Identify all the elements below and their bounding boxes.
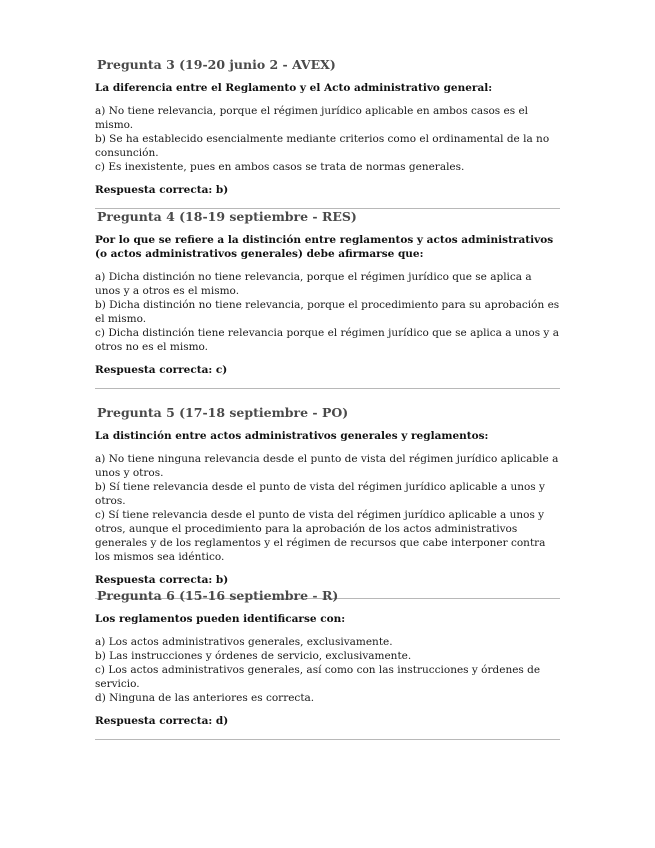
section-divider [95,739,560,740]
question-options [95,635,560,705]
option-c: c) Dicha distinción tiene relevancia porque el régimen jurídico que se aplica a unos y a otros no es el mismo. [95,327,559,353]
question-title: Pregunta 5 (17-18 septiembre - PO) [97,405,349,420]
question-block-3 [95,57,560,209]
option-d: d) Ninguna de las anteriores es correcta. [95,692,315,704]
question-options [95,270,560,354]
question-block-4 [95,209,560,389]
question-block-6 [95,588,560,740]
option-b: b) Sí tiene relevancia desde el punto de vista del régimen jurídico aplicable a unos y otros. [95,481,545,507]
option-c: c) Los actos administrativos generales, así como con las instrucciones y órdenes de servicio. [95,664,541,690]
question-options [95,452,560,564]
correct-answer: Respuesta correcta: c) [95,364,228,376]
option-a: a) No tiene relevancia, porque el régimen jurídico aplicable en ambos casos es el mismo. [95,105,529,131]
option-c: c) Sí tiene relevancia desde el punto de vista del régimen jurídico aplicable a unos y otros, aunque el procedimiento para la aprobación de los actos administrativos generales y de los reglamentos y el régimen de recursos que cabe interponer contra los mismos sea idéntico. [95,509,546,563]
option-b: b) Se ha establecido esencialmente mediante criterios como el ordinamental de la no consunción. [95,133,550,159]
question-statement: Por lo que se refiere a la distinción entre reglamentos y actos administrativos (o actos administrativos generales) debe afirmarse que: [95,234,554,260]
correct-answer: Respuesta correcta: b) [95,184,229,196]
question-title: Pregunta 4 (18-19 septiembre - RES) [97,209,357,224]
section-divider [95,388,560,389]
correct-answer: Respuesta correcta: b) [95,574,229,586]
option-a: a) No tiene ninguna relevancia desde el punto de vista del régimen jurídico aplicable a unos y otros. [95,453,559,479]
question-title: Pregunta 6 (15-16 septiembre - R) [97,588,339,603]
option-a: a) Dicha distinción no tiene relevancia, porque el régimen jurídico que se aplica a unos y a otros es el mismo. [95,271,532,297]
question-options [95,104,560,174]
correct-answer: Respuesta correcta: d) [95,715,229,727]
question-block-5 [95,405,560,599]
option-a: a) Los actos administrativos generales, exclusivamente. [95,636,393,648]
option-b: b) Dicha distinción no tiene relevancia, porque el procedimiento para su aprobación es el mismo. [95,299,560,325]
question-statement: La diferencia entre el Reglamento y el Acto administrativo general: [95,82,493,94]
option-b: b) Las instrucciones y órdenes de servicio, exclusivamente. [95,650,412,662]
question-statement: La distinción entre actos administrativos generales y reglamentos: [95,430,489,442]
question-title: Pregunta 3 (19-20 junio 2 - AVEX) [97,57,336,72]
option-c: c) Es inexistente, pues en ambos casos se trata de normas generales. [95,161,465,173]
question-statement: Los reglamentos pueden identificarse con: [95,613,346,625]
